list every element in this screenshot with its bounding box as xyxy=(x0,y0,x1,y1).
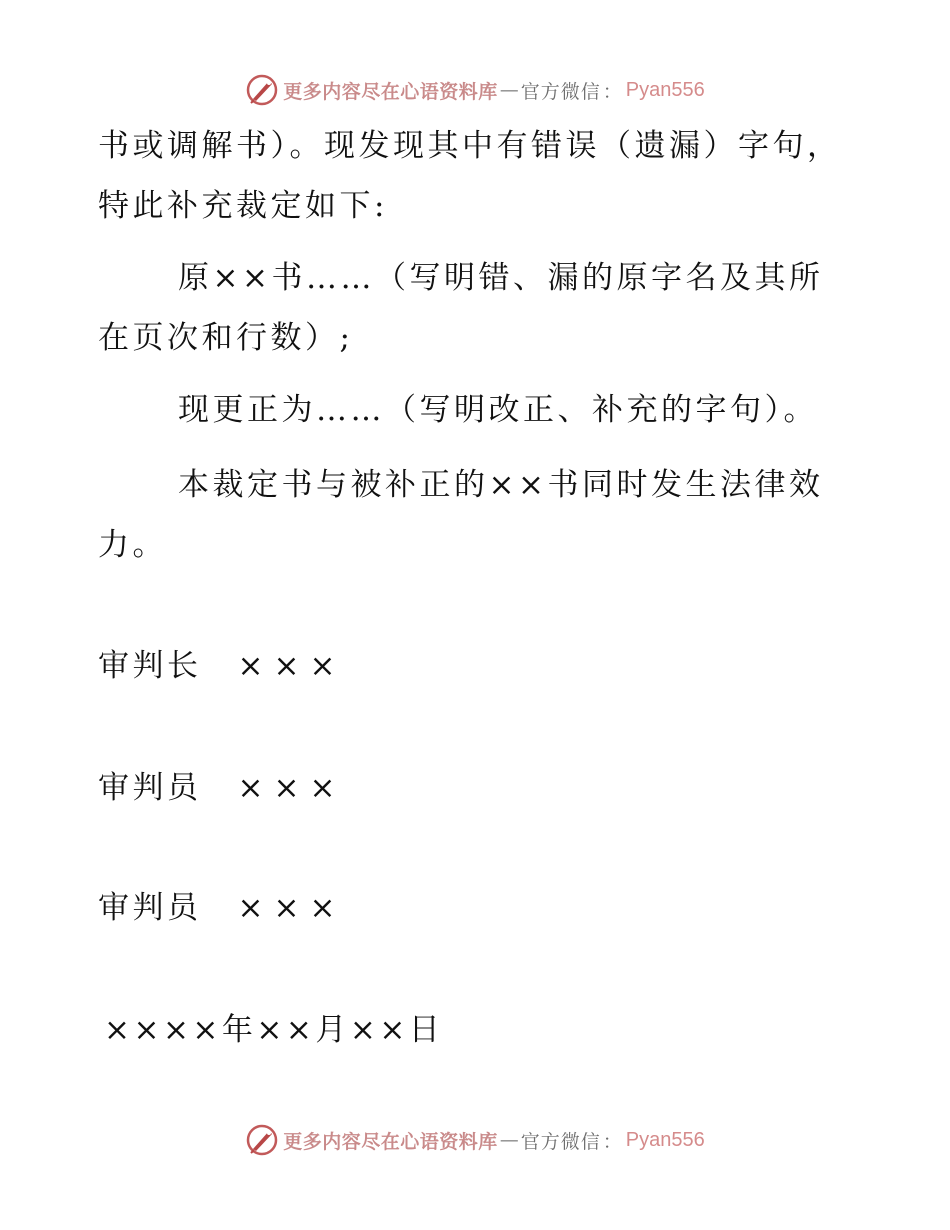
signature-chief-judge xyxy=(98,646,345,686)
signature-judge-1 xyxy=(98,768,345,808)
body-line-6: 本裁定书与被补正的××书同时发生法律效 xyxy=(178,467,824,503)
watermark-banner-bottom xyxy=(0,1120,950,1160)
signature-role: 审判长 xyxy=(98,648,202,684)
signature-name: ××× xyxy=(237,648,346,684)
watermark-account-id: Pyan556 xyxy=(625,1128,705,1151)
body-line-1: 书或调解书）。现发现其中有错误（遗漏）字句， xyxy=(98,128,842,164)
watermark-dash: — xyxy=(499,79,519,101)
body-line-7: 力。 xyxy=(98,527,167,563)
body-line-5: 现更正为……（写明改正、补充的字句）。 xyxy=(178,392,818,428)
body-line-4: 在页次和行数）; xyxy=(98,320,354,356)
signature-name: ××× xyxy=(237,770,346,806)
watermark-site-text: 更多内容尽在心语资料库 xyxy=(283,1130,498,1153)
watermark-colon: ： xyxy=(602,80,622,103)
feather-pen-logo-icon xyxy=(245,1123,279,1157)
watermark-account-label: 官方微信 xyxy=(520,80,601,103)
watermark-dash: — xyxy=(499,1129,519,1151)
watermark-site-text: 更多内容尽在心语资料库 xyxy=(283,80,498,103)
document-date: ××××年××月××日 xyxy=(104,1012,444,1048)
watermark-account-label: 官方微信 xyxy=(520,1130,601,1153)
watermark-account-id: Pyan556 xyxy=(625,78,705,101)
watermark-banner-top xyxy=(0,70,950,110)
feather-pen-logo-icon xyxy=(245,73,279,107)
body-line-3: 原××书……（写明错、漏的原字名及其所 xyxy=(178,260,824,296)
signature-role: 审判员 xyxy=(98,890,202,926)
signature-name: ××× xyxy=(237,890,346,926)
watermark-colon: ： xyxy=(602,1130,622,1153)
signature-judge-2 xyxy=(98,888,345,928)
body-line-2: 特此补充裁定如下: xyxy=(98,188,388,224)
signature-role: 审判员 xyxy=(98,770,202,806)
